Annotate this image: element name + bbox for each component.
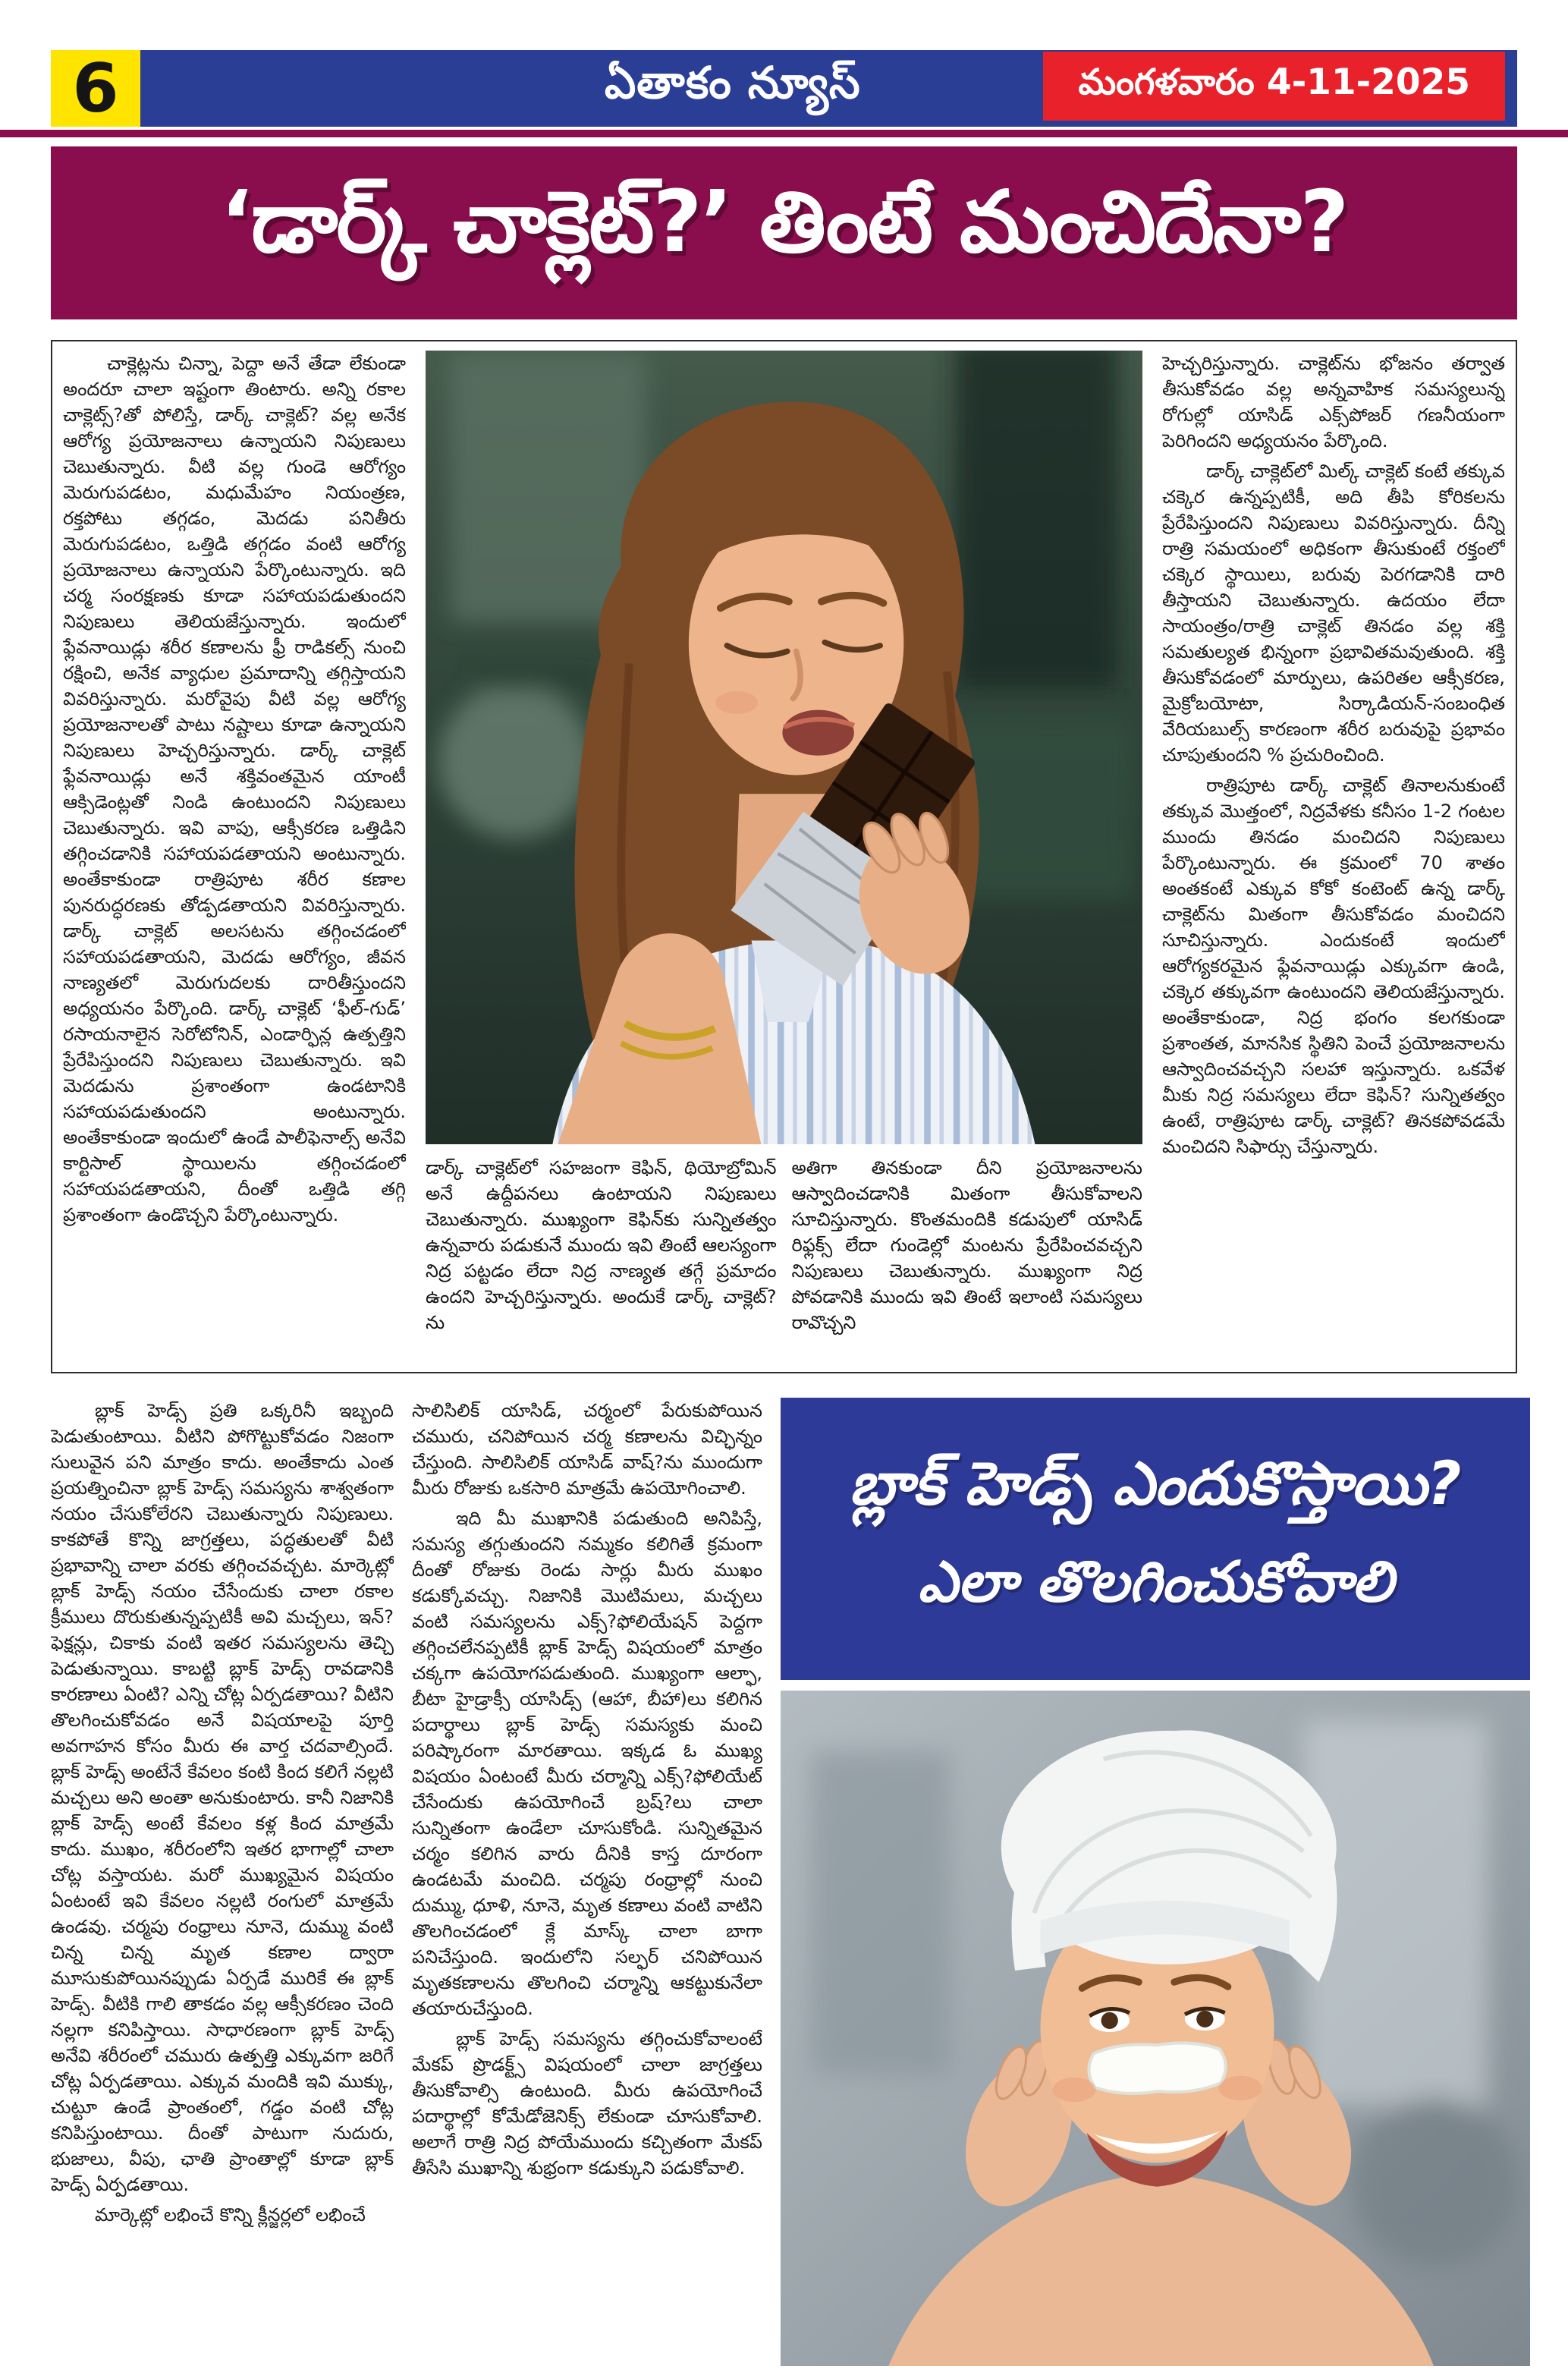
caption-column-2: అతిగా తినకుండా దీని ప్రయోజనాలను ఆస్వాదించడానికి మితంగా తీసుకోవాలని సూచిస్తున్నారు. కొంతమందికి కడుపులో యాసిడ్ రిఫ్లక్స్ లేదా గుండెల్లో మంటను ప్రేరేపించవచ్చని నిపుణులు చెబుతున్నారు. ముఖ్యంగా నిద్ర పోవడానికి ముందు ఇవి తింటే ఇలాంటి సమస్యలు రావొచ్చని	[791, 1157, 1142, 1333]
page-number: 6	[51, 50, 140, 127]
article2-left-paragraph-1: బ్లాక్ హెడ్స్ ప్రతి ఒక్కరినీ ఇబ్బంది పెడుతుంటాయి. వీటిని పోగొట్టుకోవడం నిజంగా సులువైన పని మాత్రం కాదు. అంతేకాదు ఎంత ప్రయత్నించినా బ్లాక్ హెడ్స్ సమస్యను శాశ్వతంగా నయం చేసుకోలేరని చెబుతున్నారు నిపుణులు. కాకపోతే కొన్ని జాగ్రత్తలు, పద్ధతులతో వీటి ప్రభావాన్ని చాలా వరకు తగ్గించవచ్చట. మార్కెట్లో బ్లాక్ హెడ్స్ నయం చేసేందుకు చాలా రకాల క్రీములు దొరుకుతున్నప్పటికీ అవి మచ్చలు, ఇన్?ఫెక్షన్లు, చికాకు వంటి ఇతర సమస్యలను తెచ్చి పెడుతున్నాయి. కాబట్టి బ్లాక్ హెడ్స్ రావడానికి కారణాలు ఏంటి? ఎన్ని చోట్ల ఏర్పడతాయి? వీటిని తొలగించుకోవడం అనే విషయాలపై పూర్తి అవగాహన కోసం మీరు ఈ వార్త చదవాల్సిందే. బ్లాక్ హెడ్స్ అంటేనే కేవలం కంటి కింద కలిగే నల్లటి మచ్చలు అని అంతా అనుకుంటారు. కానీ నిజానికి బ్లాక్ హెడ్స్ అంటే కేవలం కళ్ల కింద మాత్రమే కాదు. ముఖం, శరీరంలోని ఇతర భాగాల్లో చాలా చోట్ల వస్తాయట. మరో ముఖ్యమైన విషయం ఏంటంటే ఇవి కేవలం నల్లటి రంగులో మాత్రమే ఉండవు. చర్మపు రంధ్రాలు నూనె, దుమ్ము వంటి చిన్న చిన్న మృత కణాల ద్వారా మూసుకుపోయినప్పుడు ఏర్పడే మురికే ఈ బ్లాక్ హెడ్స్. వీటికి గాలి తాకడం వల్ల ఆక్సీకరణం చెంది నల్లగా కనిపిస్తాయి. సాధారణంగా బ్లాక్ హెడ్స్ అనేవి శరీరంలో చమురు ఉత్పత్తి ఎక్కువగా జరిగే చోట్ల ఏర్పడతాయి. ఎక్కువ మందికి ఇవి ముక్కు, చుట్టూ ఉండే ప్రాంతంలో, గడ్డం వంటి చోట్ల కనిపిస్తుంటాయి. దీంతో పాటుగా నుదురు, భుజాలు, వీపు, ఛాతి ప్రాంతాల్లో కూడా బ్లాక్ హెడ్స్ ఏర్పడతాయి.	[51, 1400, 394, 2195]
article-dark-chocolate	[51, 340, 1517, 1373]
main-headline-band	[51, 146, 1517, 319]
article2-middle-paragraph-3: బ్లాక్ హెడ్స్ సమస్యను తగ్గించుకోవాలంటే మేకప్ ప్రొడక్ట్స్ విషయంలో చాలా జాగ్రత్తలు తీసుకోవాల్సి ఉంటుంది. మీరు ఉపయోగించే పదార్థాల్లో కోమేడోజెనిక్స్ లేకుండా చూసుకోవాలి. అలాగే రాత్రి నిద్ర పోయేముందు కచ్చితంగా మేకప్ తీసేసి ముఖాన్ని శుభ్రంగా కడుక్కుని పడుకోవాలి.	[412, 2028, 762, 2178]
blackheads-headline-line2: ఎలా తొలగించుకోవాలి	[917, 1549, 1394, 1615]
caption-column-1: డార్క్ చాక్లెట్‌లో సహజంగా కెఫిన్, థియోబ్రోమిన్ అనే ఉద్దీపనలు ఉంటాయని నిపుణులు చెబుతున్నారు. ముఖ్యంగా కెఫిన్‌కు సున్నితత్వం ఉన్నవారు పడుకునే ముందు ఇవి తింటే ఆలస్యంగా నిద్ర పట్టడం లేదా నిద్ర నాణ్యత తగ్గే ప్రమాదం ఉందని హెచ్చరిస్తున్నారు. అందుకే డార్క్ చాక్లెట్?ను	[426, 1157, 777, 1333]
article-blackheads	[51, 1398, 1530, 2366]
article2-middle-paragraph-2: ఇది మీ ముఖానికి పడుతుంది అనిపిస్తే, సమస్య తగ్గుతుందని నమ్మకం కలిగితే క్రమంగా దీంతో రోజుకు రెండు సార్లు మీరు ముఖం కడుక్కోవచ్చు. నిజానికి మొటిమలు, మచ్చలు వంటి సమస్యలను ఎక్స్?ఫోలియేషన్ పెద్దగా తగ్గించలేనప్పటికీ బ్లాక్ హెడ్స్ విషయంలో మాత్రం చక్కగా ఉపయోగపడుతుంది. ముఖ్యంగా ఆల్ఫా, బీటా హైడ్రాక్సీ యాసిడ్స్ (ఆహా, బీహా)లు కలిగిన పదార్థాలు బ్లాక్ హెడ్స్ సమస్యకు మంచి పరిష్కారంగా మారతాయి. ఇక్కడ ఓ ముఖ్య విషయం ఏంటంటే మీరు చర్మాన్ని ఎక్స్?ఫోలియేట్ చేసేందుకు ఉపయోగించే బ్రష్?లు చాలా సున్నితంగా ఉండేలా చూసుకోండి. సున్నితమైన చర్మం కలిగిన వారు దీనికి కాస్త దూరంగా ఉండటమే మంచిది. చర్మపు రంధ్రాల్లో నుంచి దుమ్ము, ధూళి, నూనె, మృత కణాలు వంటి వాటిని తొలగించడంలో క్లే మాస్క్ చాలా బాగా పనిచేస్తుంది. ఇందులోని సల్ఫర్ చనిపోయిన మృతకణాలను తొలగించి చర్మాన్ని ఆకట్టుకునేలా తయారుచేస్తుంది.	[412, 1508, 762, 2019]
article1-right-paragraph-2: డార్క్ చాక్లెట్‌లో మిల్క్ చాక్లెట్ కంటే తక్కువ చక్కెర ఉన్నప్పటికీ, అది తీపి కోరికలను ప్రేరేపిస్తుందని నిపుణులు వివరిస్తున్నారు. దీన్ని రాత్రి సమయంలో అధికంగా తీసుకుంటే రక్తంలో చక్కెర స్థాయిలు, బరువు పెరగడానికి దారి తీస్తాయని చెబుతున్నారు. ఉదయం లేదా సాయంత్రం/రాత్రి చాక్లెట్ తినడం వల్ల శక్తి సమతుల్యత భిన్నంగా ప్రభావితమవుతుంది. శక్తి తీసుకోవడంలో మార్పులు, ఉపరితల ఆక్సీకరణ, మైక్రోబయోటా, సిర్కాడియన్-సంబంధిత వేరియబుల్స్ కారణంగా శరీర బరువుపై ప్రభావం చూపుతుందని % ప్రచురించింది.	[1162, 461, 1505, 766]
article2-column-middle	[412, 1398, 762, 2366]
chocolate-photo	[426, 351, 1142, 1144]
article1-right-paragraph-3: రాత్రిపూట డార్క్ చాక్లెట్ తినాలనుకుంటే తక్కువ మొత్తంలో, నిద్రవేళకు కనీసం 1-2 గంటల ముందు తినడం మంచిదని నిపుణులు పేర్కొంటున్నారు. ఈ క్రమంలో 70 శాతం అంతకంటే ఎక్కువ కోకో కంటెంట్ ఉన్న డార్క్ చాక్లెట్‌ను మితంగా తీసుకోవడం మంచిదని సూచిస్తున్నారు. ఎందుకంటే ఇందులో ఆరోగ్యకరమైన ఫ్లేవనాయిడ్లు ఎక్కువగా ఉండి, చక్కెర తక్కువగా ఉంటుందని తెలియజేస్తున్నారు. అంతేకాకుండా, నిద్ర భంగం కలగకుండా ప్రశాంతత, మానసిక స్థితిని పెంచే ప్రయోజనాలను ఆస్వాదించవచ్చని సలహా ఇస్తున్నారు. ఒకవేళ మీకు నిద్ర సమస్యలు లేదా కెఫిన్? సున్నితత్వం ఉంటే, రాత్రిపూట డార్క్ చాక్లెట్? తినకపోవడమే మంచిదని సిఫార్సు చేస్తున్నారు.	[1162, 775, 1505, 1157]
main-headline: ‘డార్క్ చాక్లెట్?’ తింటే మంచిదేనా?	[220, 173, 1348, 272]
article2-left-paragraph-2: మార్కెట్లో లభించే కొన్ని క్లీన్జర్లలో లభించే	[95, 2204, 366, 2226]
article2-column-left	[51, 1398, 394, 2366]
nose-strip-photo-illustration	[781, 1691, 1530, 2366]
blackheads-headline-line1: బ్లాక్ హెడ్స్ ఎందుకొస్తాయి?	[849, 1449, 1462, 1518]
date-badge: మంగళవారం 4-11-2025	[1043, 52, 1505, 121]
article1-left-paragraph: చాక్లెట్లను చిన్నా, పెద్దా అనే తేడా లేకుండా అందరూ చాలా ఇష్టంగా తింటారు. అన్ని రకాల చాక్లెట్స్?తో పోలిస్తే, డార్క్ చాక్లెట్? వల్ల అనేక ఆరోగ్య ప్రయోజనాలు ఉన్నాయని నిపుణులు చెబుతున్నారు. వీటి వల్ల గుండె ఆరోగ్యం మెరుగుపడటం, మధుమేహం నియంత్రణ, రక్తపోటు తగ్గడం, మెదడు పనితీరు మెరుగుపడటం, ఒత్తిడి తగ్గడం వంటి ఆరోగ్య ప్రయోజనాలు ఉన్నాయని పేర్కొంటున్నారు. ఇది చర్మ సంరక్షణకు కూడా సహాయపడుతుందని నిపుణులు తెలియజేస్తున్నారు. ఇందులో ఫ్లేవనాయిడ్లు శరీర కణాలను ఫ్రీ రాడికల్స్ నుంచి రక్షించి, అనేక వ్యాధుల ప్రమాదాన్ని తగ్గిస్తాయని వివరిస్తున్నారు. మరోవైపు వీటి వల్ల ఆరోగ్య ప్రయోజనాలతో పాటు నష్టాలు కూడా ఉన్నాయని నిపుణులు హెచ్చరిస్తున్నారు. డార్క్ చాక్లెట్ ఫ్లేవనాయిడ్లు అనే శక్తివంతమైన యాంటీ ఆక్సిడెంట్లతో నిండి ఉంటుందని నిపుణులు చెబుతున్నారు. ఇవి వాపు, ఆక్సీకరణ ఒత్తిడిని తగ్గించడానికి సహాయపడతాయని అంటున్నారు. అంతేకాకుండా రాత్రిపూట శరీర కణాల పునరుద్ధరణకు తోడ్పడతాయని వివరిస్తున్నారు. డార్క్ చాక్లెట్ అలసటను తగ్గించడంలో సహాయపడతాయని, మెదడు ఆరోగ్యం, జీవన నాణ్యతలో మెరుగుదలకు దారితీస్తుందని అధ్యయనం పేర్కొంది. డార్క్ చాక్లెట్ ‘ఫీల్-గుడ్’ రసాయనాలైన సెరోటోనిన్, ఎండార్ఫిన్ల ఉత్పత్తిని ప్రేరేపిస్తుందని నిపుణులు చెబుతున్నారు. ఇవి మెదడును ప్రశాంతంగా ఉండటానికి సహాయపడుతుందని అంటున్నారు. అంతేకాకుండా ఇందులో ఉండే పాలీఫెనాల్స్ అనేవి కార్టిసాల్ స్థాయిలను తగ్గించడంలో సహాయపడతాయని, దీంతో ఒత్తిడి తగ్గి ప్రశాంతంగా ఉండొచ్చని పేర్కొంటున్నారు.	[63, 353, 406, 1225]
masthead-bar	[140, 50, 1517, 127]
article2-right-area	[781, 1398, 1530, 2366]
nose-strip-photo	[781, 1691, 1530, 2366]
article1-column-right	[1162, 351, 1505, 1363]
blackheads-headline-box	[781, 1398, 1530, 1680]
photo-caption	[426, 1155, 1142, 1335]
article1-center	[426, 351, 1142, 1363]
chocolate-photo-illustration	[426, 351, 1142, 1144]
header-rule	[0, 130, 1568, 137]
article1-column-left	[63, 351, 406, 1363]
header-bar	[51, 50, 1517, 127]
article2-middle-paragraph-1: సాలిసిలిక్ యాసిడ్, చర్మంలో పేరుకుపోయిన చమురు, చనిపోయిన చర్మ కణాలను విచ్ఛిన్నం చేస్తుంది. సాలిసిలిక్ యాసిడ్ వాష్?ను ముందుగా మీరు రోజుకు ఒకసారి మాత్రమే ఉపయోగించాలి.	[412, 1400, 762, 1499]
article1-right-paragraph-1: హెచ్చరిస్తున్నారు. చాక్లెట్‌ను భోజనం తర్వాత తీసుకోవడం వల్ల అన్నవాహిక సమస్యలున్న రోగుల్లో యాసిడ్ ఎక్స్‌పోజర్ గణనీయంగా పెరిగిందని అధ్యయనం పేర్కొంది.	[1162, 353, 1505, 451]
masthead-title: ఏతాకం న్యూస్	[605, 57, 861, 109]
